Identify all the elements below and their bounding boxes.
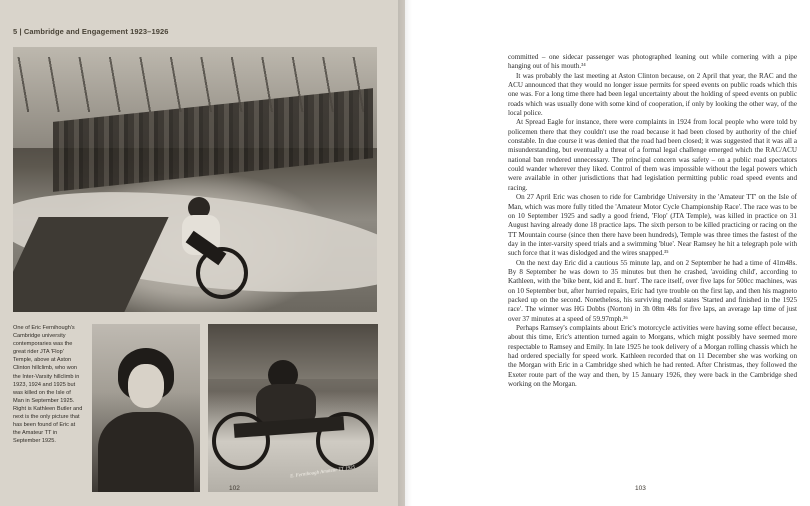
folio-right: 103	[635, 485, 646, 492]
running-head: 5 | Cambridge and Engagement 1923–1926	[13, 27, 169, 36]
hillclimb-photo	[13, 47, 377, 312]
book-gutter	[398, 0, 412, 506]
body-text	[508, 53, 797, 389]
paragraph: At Spread Eagle for instance, there were complaints in 1924 from local people who were told by policemen there that they couldn't use the road because it had been closed by authority of the chief constable. In due course it was denied that the road had been closed; it was suggested that it was all a misunderstanding, but eventually a threat of a formal legal challenge emerged which the RAC/ACU national ban rendered unnecessary. The principal concern was safety – on a public road spectators could wander wherever they liked. Control of them was impossible without the legal powers which were available in other jurisdictions that had legislation permitting public road speed events and racing.	[508, 118, 797, 192]
photo-caption: One of Eric Fernihough's Cambridge university contemporaries was the great rider JTA 'Flop' Temple, above at Aston Clinton hillclimb, who won the Inter-Varsity hillclimb in 1923, 1924 and 1925 but was killed on the Isle of Man in September 1925. Right is Kathleen Butler and next is the only picture that has been found of Eric at the Amateur TT in September 1925.	[13, 325, 83, 445]
portrait-photo	[92, 324, 200, 492]
amateur-tt-photo	[208, 324, 378, 492]
rider-figure	[178, 197, 248, 307]
paragraph: Perhaps Ramsey's complaints about Eric's motorcycle activities were having some effect because, about this time, Eric's attention turned again to Morgans, which might possibly have seemed more respectable to Ramsey and Emily. In late 1925 he took delivery of a Morgan rolling chassis which he had ordered specially for speed work. Kathleen recorded that on 11 December she was working on the Morgan with Eric in a Cambridge shed which he had rented. After Christmas, they followed the Exeter route part of the way and then, by 15 January 1926, they were back in the Cambridge shed working on the Morgan.	[508, 323, 797, 389]
folio-left: 102	[229, 485, 240, 492]
photo-signature: E. Fernihough Amateur TT 1925	[289, 465, 356, 480]
paragraph: On 27 April Eric was chosen to ride for Cambridge University in the 'Amateur TT' on the Isle of Man, which was more fully titled the 'Amateur Motor Cycle Championship Race'. The race was to be on 10 September 1925 and sadly a good friend, 'Flop' (JTA Temple), was killed in practice on 31 August having already done 18 practice laps. The sixth person to be killed practicing or racing on the TT Mountain course (since then there have been hundreds), Temple was three times the fastest of the day in the inter-varsity speed trials and a swimming 'blue'. Near Ramsey he hit a telegraph pole with such force that it was dislodged and the wires snapped.³⁵	[508, 193, 797, 258]
paragraph: On the next day Eric did a cautious 55 minute lap, and on 2 September he had a time of 41m48s. By 8 September he was down to 35 minutes but then he crashed, 'avoiding child', according to Kathleen, with the 'bike bent, kid and E. hurt'. The race itself, over five laps for 500cc machines, was on 10 September but, after hurried repairs, Eric had tyre trouble on the first lap, and then his magneto packed up on the second. Nonetheless, his surviving medal states 'Started and finished in the 1925 race'. The winner was HG Dobbs (Norton) in 3h 08m 48s for five laps, an average lap time of just over 37 minutes at a speed of 59.97mph.³⁶	[508, 258, 797, 323]
right-page	[405, 0, 810, 506]
paragraph: committed – one sidecar passenger was photographed leaning out while cornering with a pipe hanging out of his mouth.³⁴	[508, 53, 797, 71]
paragraph: It was probably the last meeting at Aston Clinton because, on 2 April that year, the RAC and the ACU announced that they would no longer issue permits for speed events on public roads which this one was. For a long time there had been legal uncertainty about the holding of speed events on public roads which was usually done with some kind of cooperation, if only by looking the other way, of the local police.	[508, 71, 797, 118]
